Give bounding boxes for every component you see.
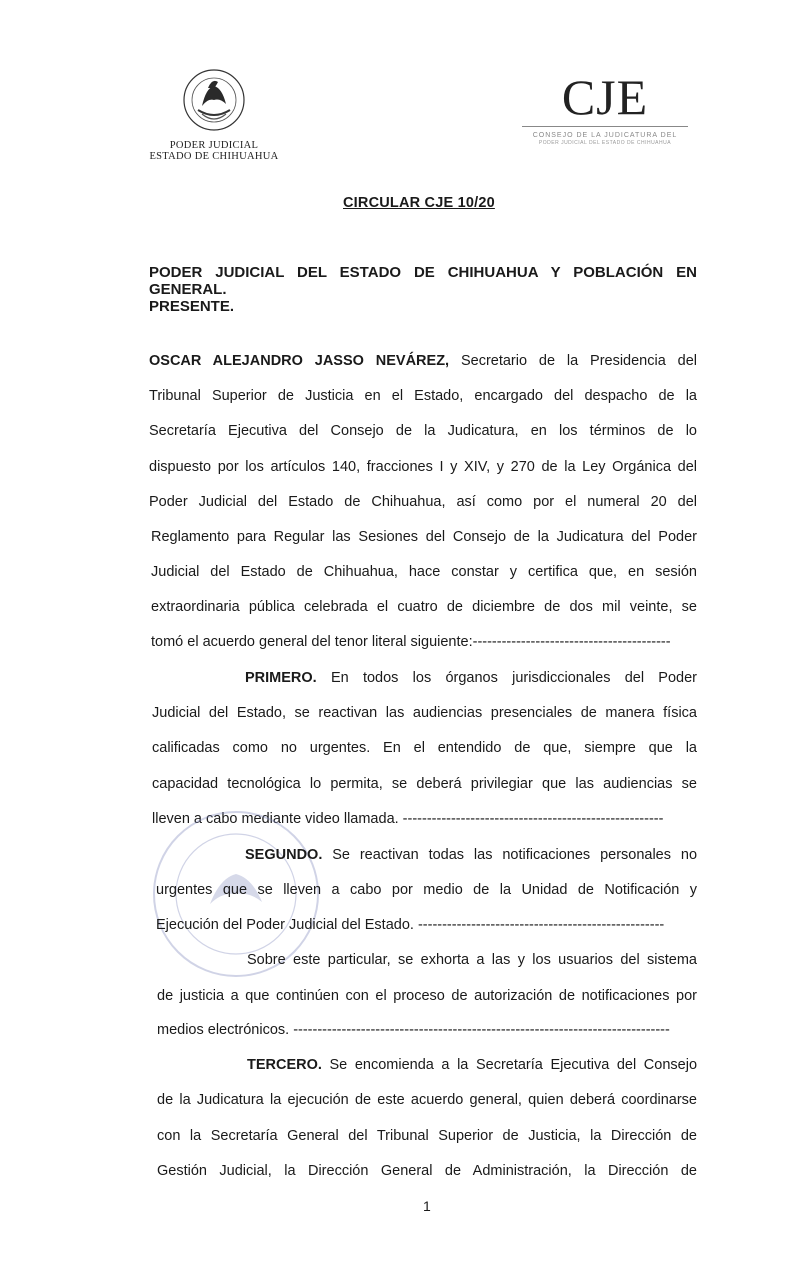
state-seal bbox=[146, 64, 282, 162]
tercero-line-2: de la Judicatura la ejecución de este acuerdo general, quien deberá coordinarse bbox=[157, 1092, 697, 1108]
intro-line-5: Poder Judicial del Estado de Chihuahua, así como por el numeral 20 del bbox=[149, 494, 697, 510]
particular-line-3: medios electrónicos. ------------------------------------------------------------------------------ bbox=[157, 1022, 670, 1038]
seal-caption-line1: PODER JUDICIAL bbox=[169, 140, 259, 151]
segundo-line-2: urgentes que se lleven a cabo por medio de la Unidad de Notificación y bbox=[156, 882, 697, 898]
intro-line-3: Secretaría Ejecutiva del Consejo de la Judicatura, en los términos de lo bbox=[149, 423, 697, 439]
cje-divider bbox=[522, 126, 688, 127]
intro-line-9: tomó el acuerdo general del tenor literal siguiente:----------------------------------------- bbox=[151, 634, 671, 650]
intro-line-4: dispuesto por los artículos 140, fracciones I y XIV, y 270 de la Ley Orgánica del bbox=[149, 459, 697, 475]
primero-line-3: calificadas como no urgentes. En el entendido de que, siempre que la bbox=[152, 740, 697, 756]
particular-line-2: de justicia a que continúen con el proceso de autorización de notificaciones por bbox=[157, 988, 697, 1004]
tercero-heading: TERCERO. bbox=[247, 1057, 322, 1073]
segundo-line-1: SEGUNDO. Se reactivan todas las notificaciones personales no bbox=[245, 847, 698, 863]
cje-subtitle-line2: PODER JUDICIAL DEL ESTADO DE CHIHUAHUA bbox=[538, 140, 672, 146]
document-title: CIRCULAR CJE 10/20 bbox=[343, 195, 495, 211]
intro-line-2: Tribunal Superior de Justicia en el Estado, encargado del despacho de la bbox=[149, 388, 697, 404]
tercero-line-1: TERCERO. Se encomienda a la Secretaría Ejecutiva del Consejo bbox=[247, 1057, 698, 1073]
tercero-line-4: Gestión Judicial, la Dirección General de Administración, la Dirección de bbox=[157, 1163, 697, 1179]
eagle-seal-icon bbox=[172, 64, 256, 140]
primero-heading: PRIMERO. bbox=[245, 670, 317, 686]
intro-line-1: OSCAR ALEJANDRO JASSO NEVÁREZ, Secretario de la Presidencia del bbox=[149, 353, 697, 369]
addressee-block bbox=[149, 264, 697, 315]
primero-line-5: lleven a cabo mediante video llamada. ------------------------------------------------------ bbox=[152, 811, 664, 827]
segundo-heading: SEGUNDO. bbox=[245, 847, 323, 863]
primero-line-2: Judicial del Estado, se reactivan las audiencias presenciales de manera física bbox=[152, 705, 697, 721]
addressee: PODER JUDICIAL DEL ESTADO DE CHIHUAHUA Y POBLACIÓN EN GENERAL. bbox=[149, 264, 697, 298]
intro-line-8: extraordinaria pública celebrada el cuatro de diciembre de dos mil veinte, se bbox=[151, 599, 697, 615]
particular-line-1: Sobre este particular, se exhorta a las y los usuarios del sistema bbox=[247, 952, 697, 968]
intro-line-6: Reglamento para Regular las Sesiones del Consejo de la Judicatura del Poder bbox=[151, 529, 697, 545]
cje-subtitle-line1: CONSEJO DE LA JUDICATURA DEL bbox=[532, 132, 678, 139]
presente: PRESENTE. bbox=[149, 298, 235, 315]
intro-line-7: Judicial del Estado de Chihuahua, hace constar y certifica que, en sesión bbox=[151, 564, 697, 580]
segundo-line-3: Ejecución del Poder Judicial del Estado. --------------------------------------------------- bbox=[156, 917, 665, 933]
primero-line-1: PRIMERO. En todos los órganos jurisdiccionales del Poder bbox=[245, 670, 697, 686]
intro-name: OSCAR ALEJANDRO JASSO NEVÁREZ, bbox=[149, 353, 450, 369]
tercero-line-3: con la Secretaría General del Tribunal Superior de Justicia, la Dirección de bbox=[157, 1128, 697, 1144]
cje-logo: CJE bbox=[561, 69, 649, 125]
primero-line-4: capacidad tecnológica lo permita, se deberá privilegiar que las audiencias se bbox=[152, 776, 697, 792]
cje-logo-block bbox=[522, 70, 688, 147]
page-number: 1 bbox=[423, 1198, 431, 1214]
seal-caption-line2: ESTADO DE CHIHUAHUA bbox=[149, 151, 279, 162]
